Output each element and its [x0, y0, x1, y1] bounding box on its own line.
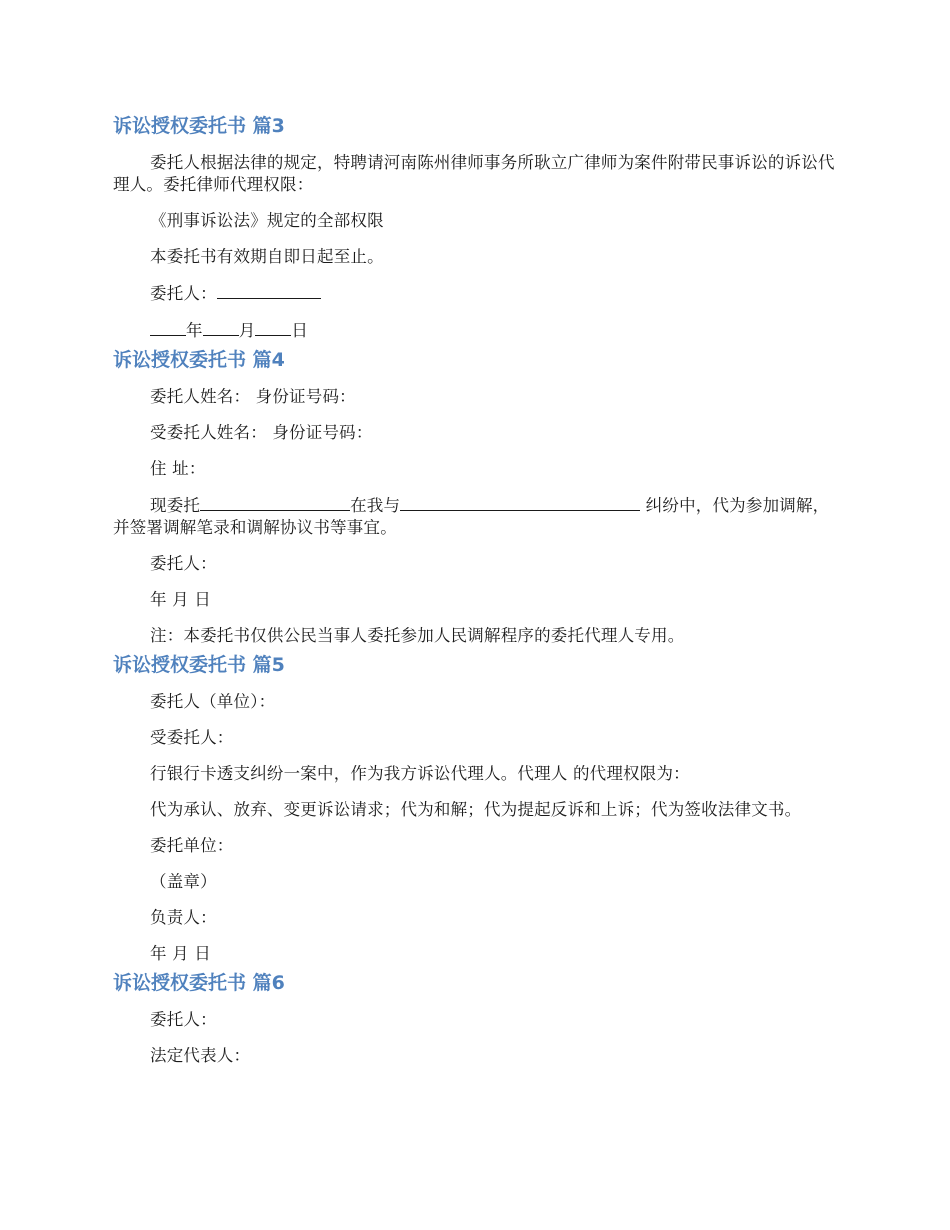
text-fragment: 现委托: [150, 496, 201, 515]
day-label: 日: [291, 321, 309, 340]
paragraph: 住 址：: [150, 459, 206, 478]
day-blank: [255, 319, 291, 336]
paragraph: 年 月 日: [150, 944, 211, 963]
text-fragment: 纠纷中，代为参加调解，并签署调解笔录和调解协议书等事宜。: [113, 496, 830, 537]
month-blank: [203, 319, 239, 336]
principal-signature-line: [113, 282, 838, 305]
date-line: [113, 319, 838, 342]
paragraph: 法定代表人：: [150, 1046, 251, 1065]
month-label: 月: [238, 321, 256, 340]
paragraph: （盖章）: [150, 872, 217, 891]
paragraph: 委托人：: [150, 554, 217, 573]
paragraph: 年 月 日: [150, 590, 211, 609]
paragraph: 代为承认、放弃、变更诉讼请求；代为和解；代为提起反诉和上诉；代为签收法律文书。: [150, 800, 802, 819]
paragraph: 行银行卡透支纠纷一案中，作为我方诉讼代理人。代理人 的代理权限为：: [150, 764, 690, 783]
section-4: [113, 342, 838, 647]
paragraph: 受委托人姓名： 身份证号码：: [150, 423, 373, 442]
paragraph: 委托人（单位）：: [150, 692, 276, 711]
section-heading: 诉讼授权委托书 篇4: [113, 349, 285, 371]
note-paragraph: 注：本委托书仅供公民当事人委托参加人民调解程序的委托代理人专用。: [150, 626, 685, 645]
paragraph: 《刑事诉讼法》规定的全部权限: [150, 211, 384, 230]
section-heading: 诉讼授权委托书 篇3: [113, 115, 285, 137]
paragraph: 本委托书有效期自即日起至止。: [150, 247, 384, 266]
label: 委托人：: [150, 284, 217, 303]
paragraph: 委托人：: [150, 1010, 217, 1029]
paragraph: 委托单位：: [150, 836, 234, 855]
agent-blank: [200, 494, 350, 511]
year-blank: [150, 319, 186, 336]
party-blank: [400, 494, 640, 511]
section-heading: 诉讼授权委托书 篇6: [113, 972, 285, 994]
text-fragment: 在我与: [350, 496, 401, 515]
document-content: [113, 112, 838, 1067]
paragraph: 委托人姓名： 身份证号码：: [150, 387, 356, 406]
paragraph: 受委托人：: [150, 728, 234, 747]
section-heading: 诉讼授权委托书 篇5: [113, 654, 285, 676]
year-label: 年: [186, 321, 203, 340]
paragraph: 负责人：: [150, 908, 217, 927]
signature-blank: [217, 282, 321, 299]
section-3: [113, 112, 838, 342]
paragraph: 委托人根据法律的规定，特聘请河南陈州律师事务所耿立广律师为案件附带民事诉讼的诉讼代理人。委托律师代理权限：: [113, 153, 835, 194]
section-6: [113, 965, 838, 1067]
entrust-mediation-paragraph: [113, 494, 838, 539]
section-5: [113, 647, 838, 965]
